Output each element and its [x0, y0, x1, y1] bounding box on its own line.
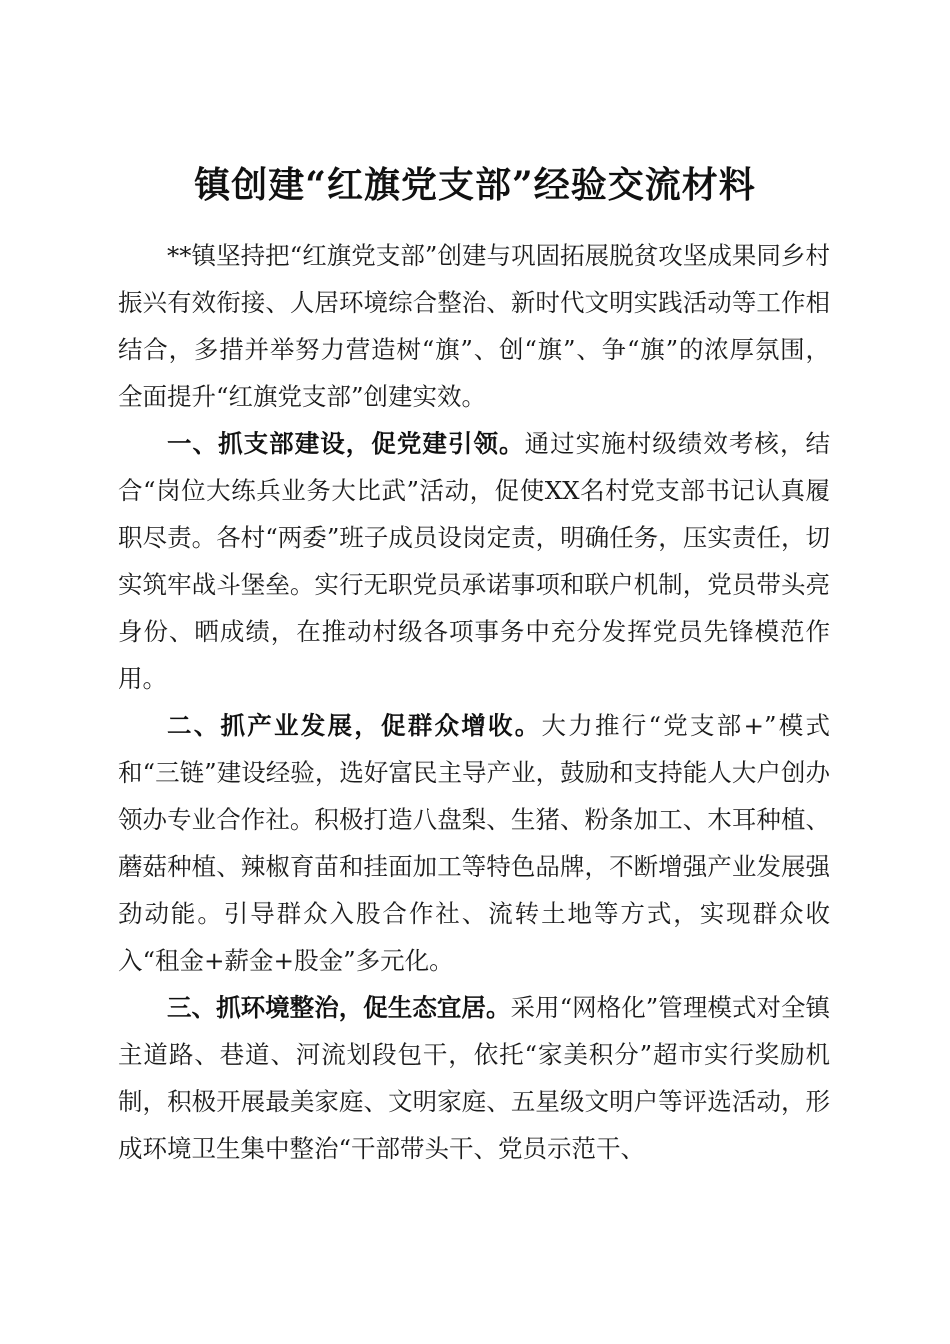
intro-paragraph: **镇坚持把“红旗党支部”创建与巩固拓展脱贫攻坚成果同乡村振兴有效衔接、人居环境综合整治、新时代文明实践活动等工作相结合，多措并举努力营造树“旗”、创“旗”、争“旗”的浓厚氛围，全面提升“红旗党支部”创建实效。 [118, 241, 830, 411]
section-text-1: 通过实施村级绩效考核，结合“岗位大练兵业务大比武”活动，促使XX名村党支部书记认真履职尽责。各村“两委”班子成员设岗定责，明确任务，压实责任，切实筑牢战斗堡垒。实行无职党员承诺事项和联户机制，党员带头亮身份、晒成绩，在推动村级各项事务中充分发挥党员先锋模范作用。 [118, 429, 831, 693]
section-paragraph-3 [118, 984, 830, 1172]
section-text-2: 大力推行“党支部+”模式和“三链”建设经验，选好富民主导产业，鼓励和支持能人大户创办领办专业合作社。积极打造八盘梨、生猪、粉条加工、木耳种植、蘑菇种植、辣椒育苗和挂面加工等特色品牌，不断增强产业发展强劲动能。引导群众入股合作社、流转土地等方式，实现群众收入“租金+薪金+股金”多元化。 [118, 711, 830, 975]
section-heading-1: 一、抓支部建设，促党建引领。 [167, 429, 525, 458]
section-heading-3: 三、抓环境整治，促生态宜居。 [167, 993, 511, 1022]
section-text-3: 采用“网格化”管理模式对全镇主道路、巷道、河流划段包干，依托“家美积分”超市实行奖励机制，积极开展最美家庭、文明家庭、五星级文明户等评选活动，形成环境卫生集中整治“干部带头干、党员示范干、 [118, 993, 831, 1163]
document-body [118, 232, 830, 1172]
section-heading-2: 二、抓产业发展，促群众增收。 [167, 711, 542, 740]
document-title: 镇创建“红旗党支部”经验交流材料 [194, 164, 756, 207]
section-paragraph-2 [118, 702, 830, 984]
section-paragraph-1 [118, 420, 830, 702]
